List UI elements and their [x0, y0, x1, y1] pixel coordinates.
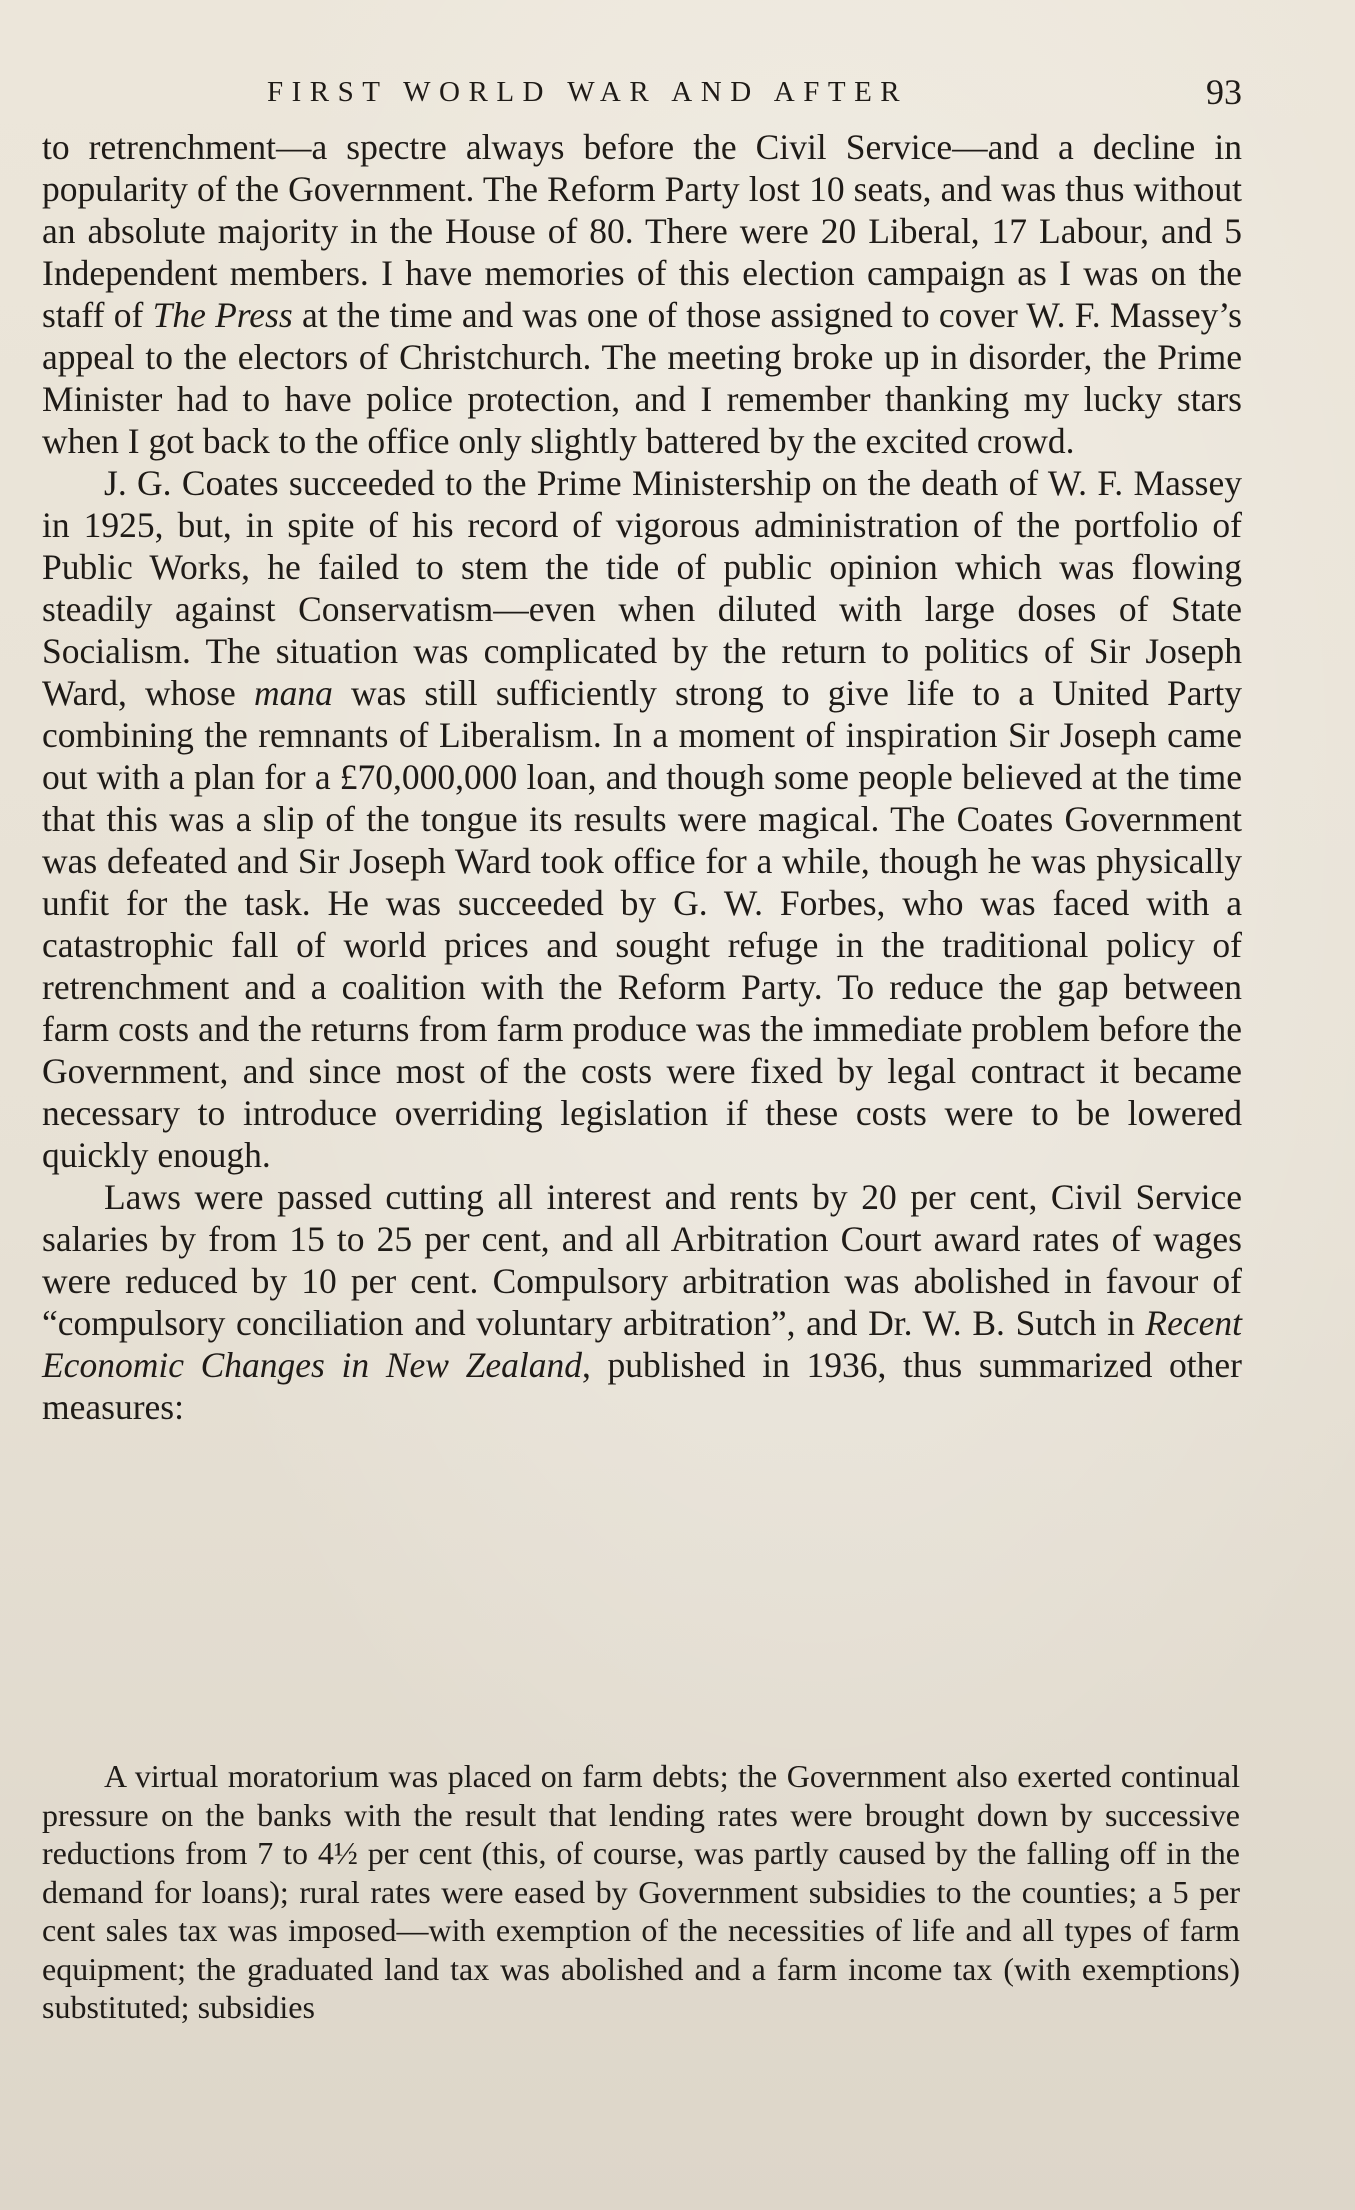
page-header [42, 72, 1242, 112]
italic-term-mana: mana [253, 673, 333, 713]
paragraph-3-text-c: , published in 1936, thus summarized other measures: [42, 1345, 1242, 1427]
paragraph-1-text-a: to retrenchment—a spectre always before the Civil Service—and a decline in popularity of the Government. The Reform Party lost 10 seats, and was thus without an absolute majority in the House of 80. There were 20 Liberal, 17 Labour, and 5 Independent members. I have memories of this election campaign as I was on the staff of [42, 127, 1242, 335]
block-quote-text: A virtual moratorium was placed on farm debts; the Government also exerted continual pressure on the banks with the result that lending rates were brought down by successive reductions from 7 to 4½ per cent (this, of course, was partly caused by the falling off in the demand for loans); rural rates were eased by Government subsidies to the counties; a 5 per cent sales tax was imposed—with exemption of the necessities of life and all types of farm equipment; the graduated land tax was abolished and a farm income tax (with exemptions) substituted; subsidies [42, 1758, 1240, 2025]
paragraph-2-text-c: was still sufficiently strong to give life to a United Party combining the remnants of Liberalism. In a moment of inspiration Sir Joseph came out with a plan for a £70,000,000 loan, and though some people believed at the time that this was a slip of the tongue its results were magical. The Coates Government was defeated and Sir Joseph Ward took office for a while, though he was physically unfit for the task. He was succeeded by G. W. Forbes, who was faced with a catastrophic fall of world prices and sought refuge in the traditional policy of retrenchment and a coalition with the Reform Party. To reduce the gap between farm costs and the returns from farm produce was the immediate problem before the Government, and since most of the costs were fixed by legal contract it became necessary to introduce overriding legislation if these costs were to be lowered quickly enough. [42, 673, 1242, 1175]
paragraph-3-text-a: Laws were passed cutting all interest and rents by 20 per cent, Civil Service salaries by from 15 to 25 per cent, and all Arbitration Court award rates of wages were reduced by 10 per cent. Compulsory arbitration was abolished in favour of “compulsory conciliation and voluntary arbitration”, and Dr. W. B. Sutch in [42, 1177, 1242, 1343]
paragraph-2 [42, 462, 1242, 1176]
running-head: FIRST WORLD WAR AND AFTER [267, 76, 909, 108]
body-text [42, 126, 1242, 1428]
paragraph-3 [42, 1176, 1242, 1428]
page-number: 93 [1206, 72, 1242, 112]
paragraph-1-text-c: at the time and was one of those assigned to cover W. F. Massey’s appeal to the electors of Christchurch. The meeting broke up in disorder, the Prime Minister had to have police protection, and I remember thanking my lucky stars when I got back to the office only slightly battered by the excited crowd. [42, 295, 1242, 461]
block-quote [42, 1757, 1240, 2027]
paragraph-2-text-a: J. G. Coates succeeded to the Prime Ministership on the death of W. F. Massey in 1925, but, in spite of his record of vigorous administration of the portfolio of Public Works, he failed to stem the tide of public opinion which was flowing steadily against Conservatism—even when diluted with large doses of State Socialism. The situation was complicated by the return to politics of Sir Joseph Ward, whose [42, 463, 1242, 713]
newspaper-title: The Press [152, 295, 293, 335]
paragraph-1 [42, 126, 1242, 462]
book-title: Recent Economic Changes in New Zealand [42, 1303, 1242, 1385]
